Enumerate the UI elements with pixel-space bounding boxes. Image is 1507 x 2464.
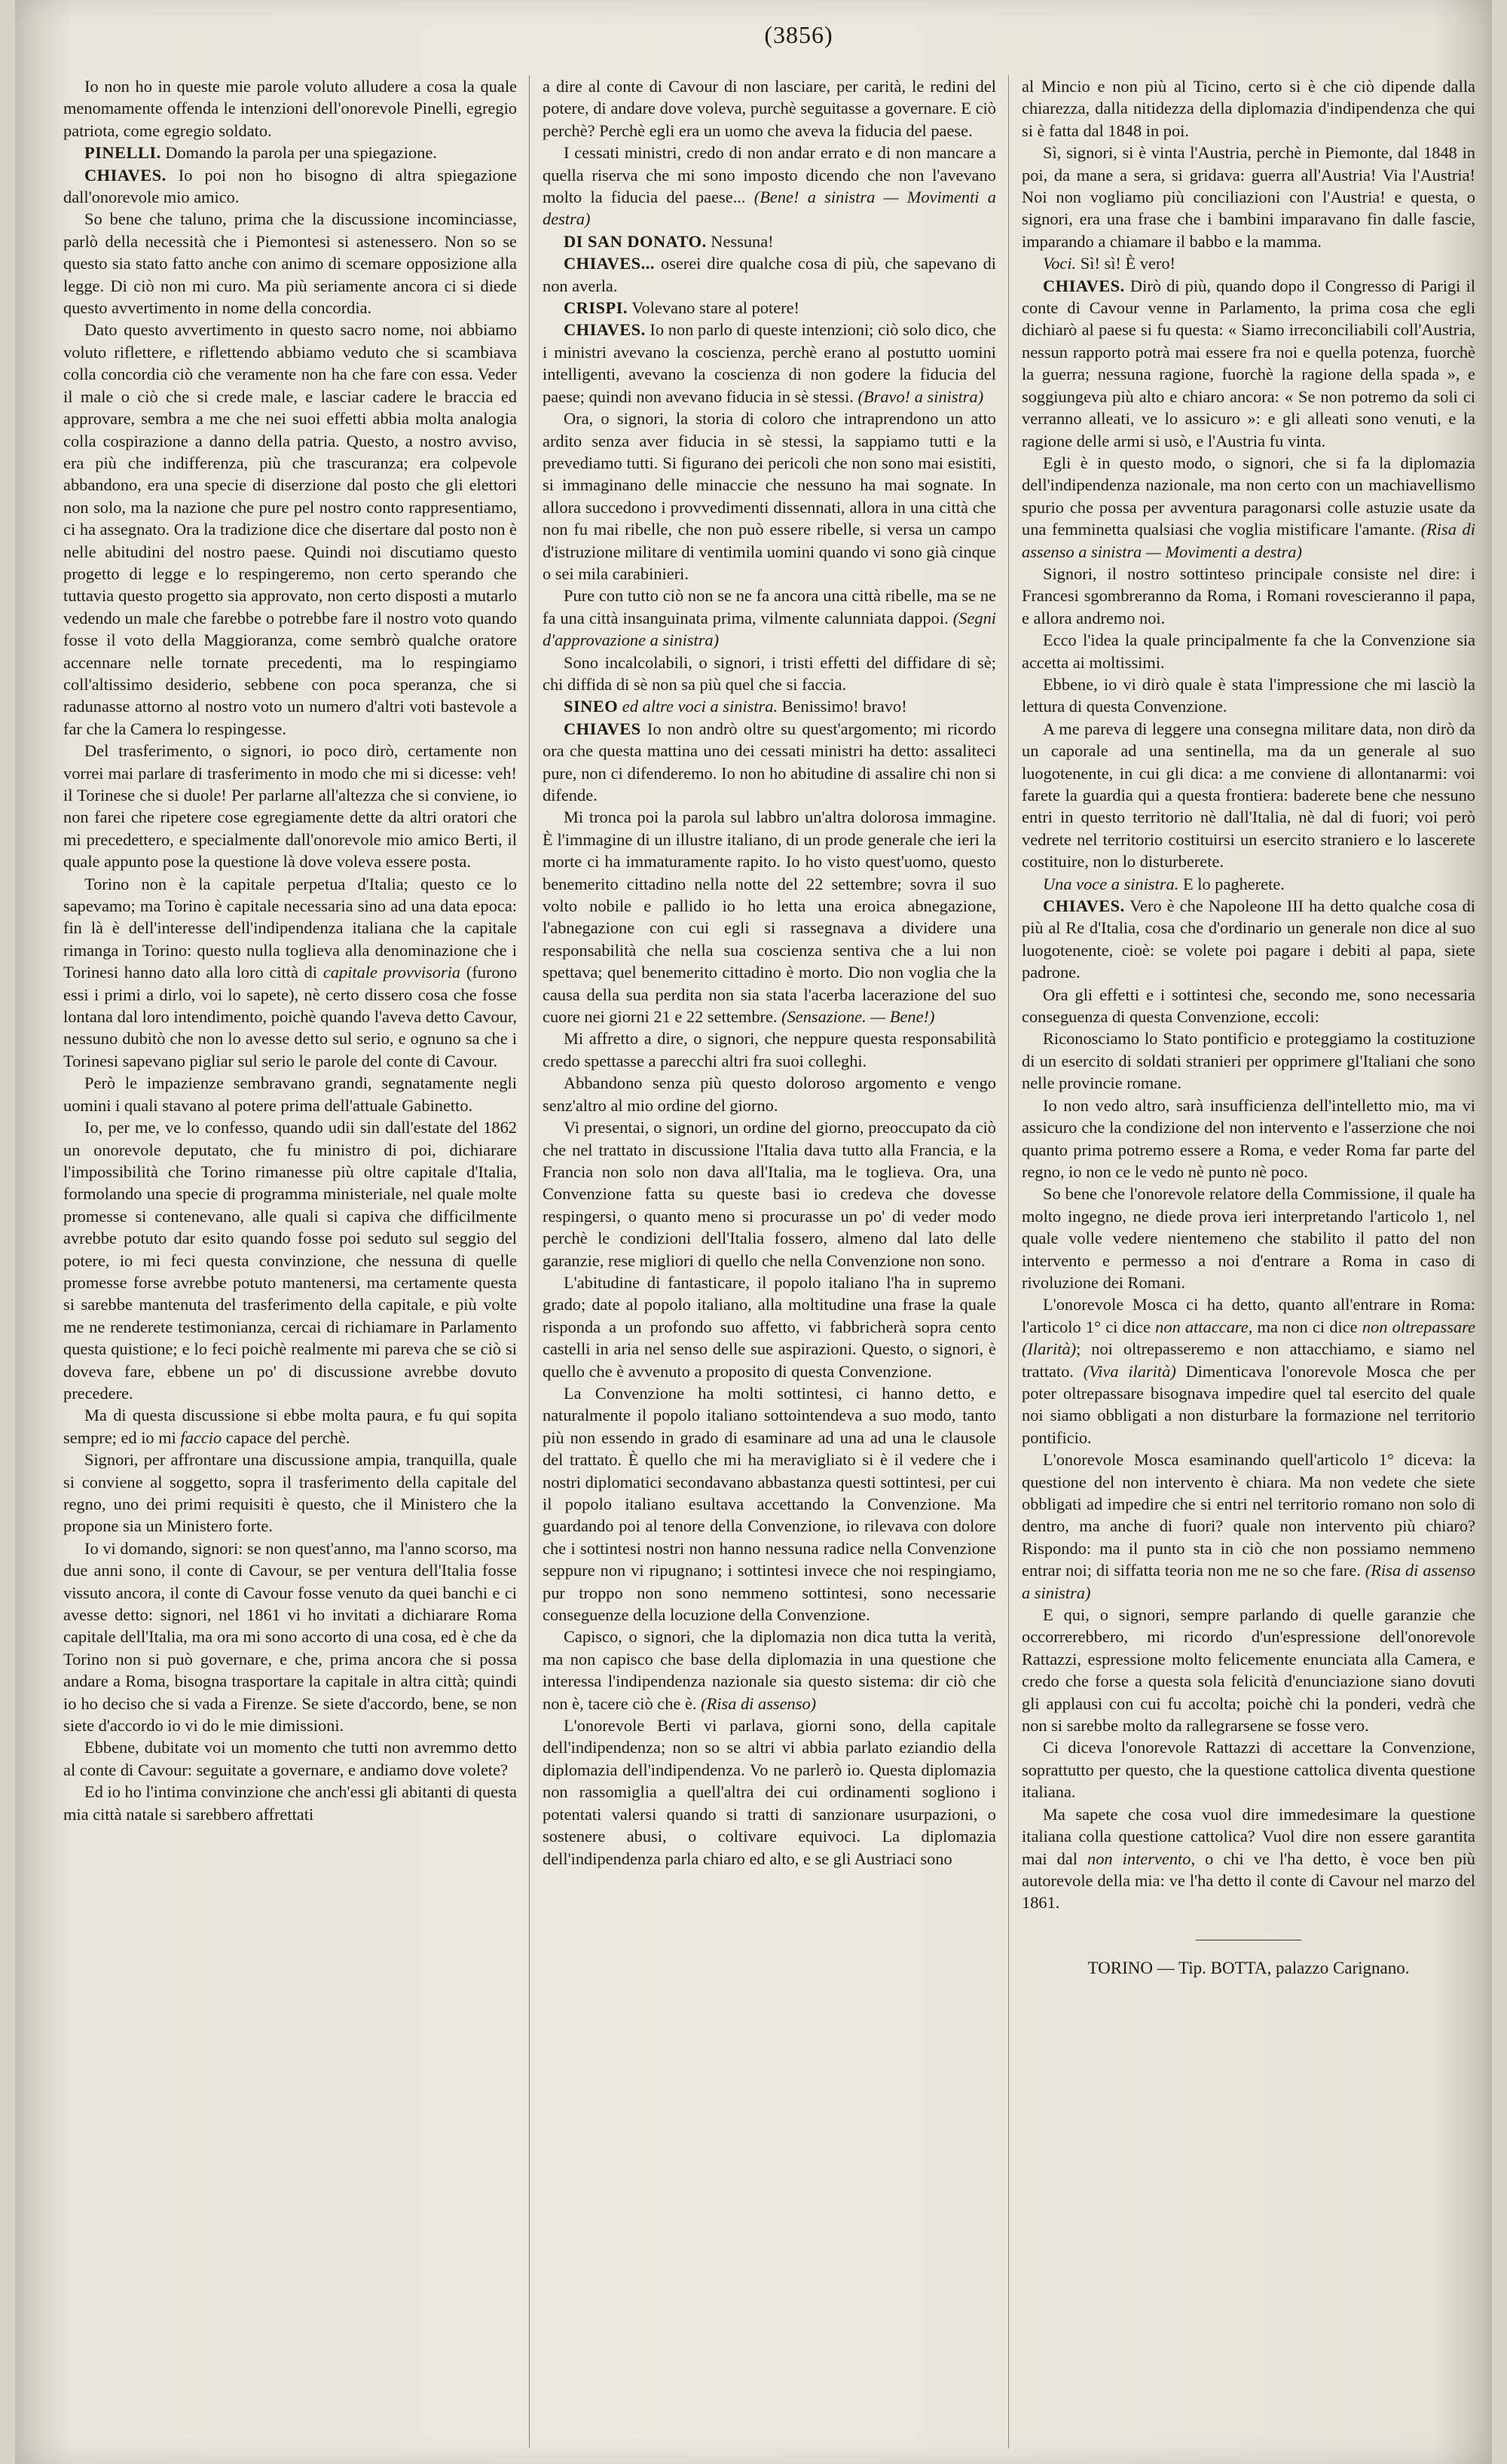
speech-line [1022,895,1475,984]
italic-run: (Bene! a sinistra — Movimenti a destra) [543,188,996,229]
paragraph: Io non ho in queste mie parole voluto alludere a cosa la quale menomamente offenda le intenzioni dell'onorevole Pinelli, egregio patriota, come egregio soldato. [63,77,517,140]
speech-text: E lo pagherete. [1182,874,1285,893]
text-run: capace del perchè. [225,1427,350,1447]
paragraph: al Mincio e non più al Ticino, certo si è che ciò dipende dalla chiarezza, dalla nitidezza della diplomazia d'indipendenza che qui si è fatta dal 1848 in poi. [1022,77,1475,140]
paragraph: Vi presentai, o signori, un ordine del giorno, preoccupato da ciò che nel trattato in discussione l'Italia dava tutto alla Francia, e la Francia non solo non dava all'Italia, ma le toglieva. Ora, una Convenzione fatta su queste basi io credeva che dovesse respingersi, o quanto meno si procurasse un po' di veder modo perchè le condizioni dell'Italia fossero, almeno dal lato delle garanzie, rese migliori di quello che nella Convenzione non sono. [543,1118,996,1270]
column-3 [1022,75,1475,2433]
text-run: Dimenticava l'onorevole Mosca che per poter oltrepassare bisognava impedire quel tal esercito del quale noi siamo obbligati a non disturbare la formazione nel territorio pontificio. [1022,1361,1475,1447]
speaker-name: CRISPI. [564,298,628,318]
italic-run: non attaccare [1155,1317,1249,1336]
speaker-name: DI SAN DONATO. [564,231,707,251]
paragraph: Signori, per affrontare una discussione ampia, tranquilla, quale si conviene al soggetto, sopra il trasferimento della capitale del regno, uno dei primi requisiti è questo, che il Ministero che la propone sia un Ministero forte. [63,1450,517,1536]
speaker-name: CHIAVES. [84,165,167,185]
paragraph: Mi affretto a dire, o signori, che neppure questa responsabilità credo spettasse a parecchi altri fra suoi colleghi. [543,1029,996,1070]
speech-text: Vero è che Napoleone III ha detto qualche cosa di più al Re d'Italia, cosa che d'ordinario un generale non dice al suo luogotenente, cioè: se volete poi pagare i debiti al papa, siete padrone. [1022,896,1475,982]
paragraph [543,1626,996,1714]
italic-run: Voci. [1043,254,1077,273]
paragraph [63,873,517,1073]
speech-text: Io poi non ho bisogno di altra spiegazione dall'onorevole mio amico. [63,165,517,207]
paragraph: a dire al conte di Cavour di non lasciare, per carità, le redini del potere, di andare dove voleva, purchè seguitasse a governare. E ciò perchè? Perchè egli era un uomo che aveva la fiducia del paese. [543,77,996,140]
italic-run: (Risa di assenso a sinistra — Movimenti a destra) [1022,520,1475,561]
paragraph [543,585,996,651]
column-divider [1008,75,1009,2448]
speech-line [1022,275,1475,452]
text-run: Ma sapete che cosa vuol dire immedesimare la questione italiana colla questione cattolica? Vuol dire non essere garantita mai dal [1022,1804,1475,1868]
paragraph: Del trasferimento, o signori, io poco dirò, certamente non vorrei mai parlare di trasferimento in modo che mi si dicesse: veh! il Torinese che si duole! Per parlarne all'altezza che si conviene, io non farei che ripetere cose egregiamente dette da altri oratori che mi precedettero, e specialmente dall'onorevole mio amico Berti, il quale appunto pose la questione là dove voleva essere posta. [63,741,517,872]
speech-text: Sì! sì! È vero! [1080,254,1175,273]
italic-run: ed altre voci a sinistra. [622,697,778,716]
italic-run: (Risa di assenso) [701,1693,817,1713]
paragraph: Ci diceva l'onorevole Rattazzi di accettare la Convenzione, soprattutto per questo, che la questione cattolica diventa questione italiana. [1022,1738,1475,1802]
speaker-name: CHIAVES. [1043,276,1125,295]
speaker-name: CHIAVES. [1043,896,1125,916]
paragraph [63,1404,517,1449]
text-columns [63,75,1475,2433]
italic-run: (Segni d'approvazione a sinistra) [543,608,996,650]
paragraph: So bene che l'onorevole relatore della Commissione, il quale ha molto ingegno, ne diede prova ieri interpretando l'articolo 1, nel quale volle vedere nientemeno che stabilito il patto del non intervento e permesso a noi d'entrare a Roma in caso di rivoluzione dei Romani. [1022,1184,1475,1292]
paragraph: Io vi domando, signori: se non quest'anno, ma l'anno scorso, ma due anni sono, il conte di Cavour, se per ventura dell'Italia fosse vissuto ancora, il conte di Cavour fosse venuto da quei banchi e ci avesse detto: signori, nel 1861 vi ho invitati a dichiarare Roma capitale dell'Italia, ma ora mi sono accorto di una cosa, ed è che da Torino non si può governare, e che, prima ancora che si possa andare a Roma, bisogna trasportare la capitale in altra città; quindi io ho deciso che si vada a Firenze. Se siete d'accordo, bene, se non siete d'accordo io vi do le mie dimissioni. [63,1538,517,1736]
text-run: I cessati ministri, credo di non andar errato e di non mancare a quella riserva che mi sono imposto dicendo che non l'avevano molto la fiducia del paese... [543,143,996,207]
text-run: , o chi ve l'ha detto, è voce ben più autorevole della mia: ve l'ha detto il conte di Cavour nel marzo del 1861. [1022,1849,1475,1913]
paragraph: Io non vedo altro, sarà insufficienza dell'intelletto mio, ma vi assicuro che la condizione del non intervento e l'asserzione che noi quanto prima potremo essere a Roma, e veder Roma far parte del regno, io non ce le vedo nè punto nè poco. [1022,1095,1475,1181]
speech-text: Io non andrò oltre su quest'argomento; mi ricordo ora che questa mattina uno dei cessati ministri ha detto: assaliteci pure, non ci difenderemo. Io non ho abitudine di assalire chi non si difende. [543,719,996,805]
text-run: Egli è in questo modo, o signori, che si fa la diplomazia dell'indipendenza nazionale, ma non certo con un machiavellismo spurio che possa per avventura paragonarsi colle astuzie usate da una femminetta qualsiasi che voglia mistificare l'amante. [1022,453,1475,539]
speaker-name: CHIAVES. [564,320,646,340]
italic-run: capitale provvisoria [322,963,461,982]
column-1 [63,75,517,2433]
paragraph [543,806,996,1027]
text-run: (furono essi i primi a dirlo, voi lo sapete), nè certo dissero cosa che fosse lontana dal loro intendimento, poichè quando l'aveva detto Cavour, nessuno dubitò che non lo avesse detto sul serio, e ognuno sa che i Torinesi sapevano pigliar sul serio le parole del conte di Cavour. [63,963,517,1070]
speech-text: Volevano stare al potere! [631,298,799,318]
paragraph [1022,1803,1475,1914]
speech-line [543,718,996,807]
paragraph: Ebbene, dubitate voi un momento che tutti non avremmo detto al conte di Cavour: seguitate a governare, e andiamo dove volete? [63,1738,517,1779]
paragraph: Dato questo avvertimento in questo sacro nome, noi abbiamo voluto riflettere, e riflettendo abbiamo veduto che si scambiava colla concordia ciò che veramente non ha che fare con essa. Veder il male o ciò che si crede male, e lasciar cadere le braccia ed approvare, sembra a me che nei suoi effetti abbia molta analogia colla cospirazione a danno della patria. Questo, a nostro avviso, era più che indifferenza, più che trascuranza; era colpevole abbandono, era una specie di diserzione dal posto che gli elettori non solo, ma la nazione che pure pel nostro conto rappresentiamo, ci ha assegnato. Ora la tradizione dice che disertare dal posto non è nelle abitudini del nostro paese. Quindi noi discutiamo questo progetto di legge e lo respingeremo, non certo sperando che tuttavia questo progetto sia approvato, non certo disposti a mutarlo vedendo un male che farebbe o potrebbe fare il nostro voto quando fosse il voto della Maggioranza, come sembrò qualche oratore accennare nelle tornate precedenti, ma lo respingiamo coll'altissimo desiderio, sebbene con poca speranza, che si radunasse attorno al nostro voto un numero d'altri voti bastevole a far che la Camera lo respingesse. [63,320,517,738]
text-run: Capisco, o signori, che la diplomazia non dica tutta la verità, ma non capisco che base della diplomazia in una questione che interessa l'indipendenza nazionale sia questo sistema: dir ciò che non è, tacere ciò che è. [543,1627,996,1713]
italic-run: non intervento [1087,1849,1191,1868]
paragraph [1022,1449,1475,1604]
paragraph: Ed io ho l'intima convinzione che anch'essi gli abitanti di questa mia città natale si sarebbero affrettati [63,1782,517,1824]
column-divider [529,75,530,2448]
paragraph: Abbandono senza più questo doloroso argomento e vengo senz'altro al mio ordine del giorno. [543,1073,996,1115]
paragraph: Però le impazienze sembravano grandi, segnatamente negli uomini i quali stavano al potere prima dell'attuale Gabinetto. [63,1073,517,1115]
paragraph: Signori, il nostro sottinteso principale consiste nel dire: i Francesi sgombreranno da Roma, i Romani rovescieranno il papa, e allora andremo noi. [1022,563,1475,627]
speech-text: Benissimo! bravo! [781,697,907,716]
paragraph: L'abitudine di fantasticare, il popolo italiano l'ha in supremo grado; date al popolo italiano, alla moltitudine una frase la quale risponda a un profondo suo affetto, vi fabbricherà sopra cento castelli in aria nel senso delle sue aspirazioni. Questo, o signori, è quello che è avvenuto a proposito di questa Convenzione. [543,1272,996,1381]
speech-line [543,252,996,297]
paragraph: Riconosciamo lo Stato pontificio e proteggiamo la costituzione di un esercito di soldati stranieri per opprimere gl'Italiani che sono nelle provincie romane. [1022,1029,1475,1093]
paragraph: E qui, o signori, sempre parlando di quelle garanzie che occorrerebbero, mi ricordo d'un'espressione dell'onorevole Rattazzi, espressione molto felicemente enunciata alla Camera, e credo che forse a questa sola felicità d'enunciazione siano dovuti gli applausi con cui fu accolta; poichè chi la ponderi, vedrà che non si sarebbe molto da rallegrarsene se fosse vero. [1022,1605,1475,1736]
paragraph: La Convenzione ha molti sottintesi, ci hanno detto, e naturalmente il popolo italiano sottointendeva a suo modo, tanto più non essendo in grado di esaminare ad una ad una le clausole del trattato. È quello che mi ha meravigliato si è il vedere che i nostri diplomatici secondavano abbastanza questi sottintesi, per cui il popolo italiano esultava accettando la Convenzione. Ma guardando poi al tenore della Convenzione, io rilevava con dolore che i sottintesi nostri non hanno nessuna radice nella Convenzione seppure non vi ripugnano; i sottintesi invece che noi respingiamo, pur troppo non sono nemmeno sottintesi, sono necessarie conseguenze della locuzione della Convenzione. [543,1383,996,1625]
text-run: Pure con tutto ciò non se ne fa ancora una città ribelle, ma se ne fa una città insanguinata prima, vilmente calunniata dappoi. [543,586,996,627]
speech-line [63,142,517,163]
italic-run: faccio [180,1427,222,1447]
speech-line [1022,873,1475,895]
newspaper-page [15,0,1492,2464]
speech-line [543,297,996,319]
paragraph: So bene che taluno, prima che la discussione incominciasse, parlò della necessità che i Piemontesi si astenessero. Non so se questo sia stato fatto anche con animo di scemare opposizione alla legge. Di ciò non mi curo. Ma più seriamente ancora ci si diede questo avvertimento in nome della concordia. [63,209,517,318]
text-run: ; noi oltrepasseremo e non attacchiamo, e siamo nel trattato. [1022,1339,1475,1381]
speaker-name: SINEO [564,697,619,716]
paragraph: Ecco l'idea la quale principalmente fa che la Convenzione sia accetta ai moltissimi. [1022,631,1475,672]
speech-line [543,319,996,408]
paragraph: Ora gli effetti e i sottintesi che, secondo me, sono necessaria conseguenza di questa Convenzione, eccoli: [1022,985,1475,1027]
italic-run: (Viva ilarità) [1083,1361,1176,1381]
text-run: Torino non è la capitale perpetua d'Italia; questo ce lo sapevamo; ma Torino è capitale necessaria sino ad una data epoca: fin là è dell'interesse dell'indipendenza italiana che la capitale rimanga in Torino: questo nulla toglieva alla denominazione che i Torinesi hanno dato alla loro città di [63,874,517,982]
paragraph: Sì, signori, si è vinta l'Austria, perchè in Piemonte, dal 1848 in poi, da mane a sera, si gridava: guerra all'Austria! Via l'Austria! Noi non vogliamo più conciliazioni con l'Austria! e questa, o signori, era una frase che i bambini imparavano fin dalle fascie, imparando a chiamare il babbo e la mamma. [1022,143,1475,251]
speech-line [63,164,517,209]
paragraph: Ebbene, io vi dirò quale è stata l'impressione che mi lasciò la lettura di questa Convenzione. [1022,674,1475,716]
paragraph: Sono incalcolabili, o signori, i tristi effetti del diffidare di sè; chi diffida di sè non sa più quel che si faccia. [543,652,996,694]
text-run: Mi tronca poi la parola sul labbro un'altra dolorosa immagine. È l'immagine di un illustre italiano, di un prode generale che ieri la morte ci ha immaturamente rapito. Io ho visto quest'uomo, questo benemerito cittadino nella notte del 22 settembre; sovra il suo volto nobile e pallido io ho letta una eroica abnegazione, l'abnegazione con cui egli si rassegnava a dividere una responsabilità che nella sua coscienza sentiva che a lui non spettava; quel benemerito cittadino è morto. Dio non voglia che la causa della sua perdita non sia stata l'acerba lacerazione del suo cuore nei giorni 21 e 22 settembre. [543,808,996,1027]
italic-run: (Sensazione. — Bene!) [781,1007,935,1027]
speaker-name: CHIAVES... [564,254,655,273]
printer-imprint: TORINO — Tip. BOTTA, palazzo Carignano. [1087,1958,1410,1977]
text-run: Ma di questa discussione si ebbe molta paura, e fu qui sopita sempre; ed io mi [63,1406,517,1447]
paragraph: Ora, o signori, la storia di coloro che intraprendono un atto ardito senza aver fiducia in sè stessi, la sappiamo tutti e la prevediamo tutti. Si figurano dei pericoli che non sono mai esistiti, si immaginano delle minaccie che nessuno ha mai sognate. In allora succedono i provvedimenti dissennati, allora in una città che non fu mai ribelle, che non può essere ribelle, si versa un campo d'istruzione militare di ventimila uomini quando vi sono già cinque o sei mila carabinieri. [543,409,996,583]
speech-text: oserei dire qualche cosa di più, che sapevano di non averla. [543,254,996,295]
italic-run: non oltrepassare (Ilarità) [1022,1317,1475,1359]
speaker-name: PINELLI. [84,143,161,163]
paragraph: A me pareva di leggere una consegna militare data, non dirò da un caporale ad una sentinella, ma da un generale al suo luogotenente, in cui gli dica: a me conviene di allontanarmi: voi farete la guardia qui a questa frontiera: baderete bene che nessuno entri in questo territorio nè dall'Italia, nè dal di fuori; voi però vedrete nel territorio costituirsi un esercito straniero e lo lascerete costituire, non lo disturberete. [1022,719,1475,872]
text-run: , ma non ci dice [1248,1317,1358,1336]
italic-run: Una voce a sinistra. [1043,874,1179,893]
italic-run: (Bravo! a sinistra) [857,386,984,406]
italic-run: (Risa di assenso a sinistra) [1022,1561,1475,1602]
speech-line [1022,252,1475,274]
paragraph [1022,1293,1475,1449]
speech-text: Nessuna! [711,231,774,251]
page-number: (3856) [764,21,833,48]
speech-text: Dirò di più, quando dopo il Congresso di Parigi il conte di Cavour venne in Parlamento, la prima cosa che egli dichiarò al paese si fu questa: « Siamo irreconciliabili coll'Austria, nessun rapporto potrà mai essere fra noi e quella potenza, fuorchè la guerra; nessuna ragione, fuorchè la ragione della spada », e soggiungeva più alto e chiaro ancora: « Se non potremo da soli ci verranno alleati, ve lo assicuro »: e gli alleati sono venuti, e la ragione delle armi si usò, e l'Austria fu vinta. [1022,276,1475,450]
speech-line [543,695,996,717]
speech-text: Domando la parola per una spiegazione. [165,143,437,163]
paragraph: Io, per me, ve lo confesso, quando udii sin dall'estate del 1862 un onorevole deputato, che fu ministro di poi, dichiarare l'impossibilità che Torino rimanesse più oltre capitale d'Italia, formolando una specie di programma ministeriale, nel quale molte promesse si contenevano, alle quali si capiva che difficilmente avrebbe potuto dar esito quando fosse poi seduto sul seggio del potere, io mi feci questa convinzione, che nessuna di quelle promesse forse avrebbe potuto mantenersi, ma certamente questa si sarebbe mantenuta del trasferimento della capitale, e più volte me ne renderete testimonianza, cercai di richiamare in Parlamento questa quistione; e lo feci poichè realmente mi pareva che se ciò si doveva fare, ebbene un po' di discussione avrebbe dovuto precedere. [63,1118,517,1403]
speech-line [543,231,996,252]
paragraph [543,142,996,231]
paragraph [1022,452,1475,563]
paragraph: L'onorevole Berti vi parlava, giorni sono, della capitale dell'indipendenza; non so se altri vi abbia parlato eziandio della diplomazia dell'indipendenza. Vo ne parlerò io. Questa diplomazia non rassomiglia a quell'altra dei cui ordinamenti sogliono i potentati valersi quando si tratti di sanzionare usurpazioni, o sostenere abusi, o coltivare equivoci. La diplomazia dell'indipendenza parla chiaro ed alto, e se gli Austriaci sono [543,1716,996,1868]
column-2 [543,75,996,2433]
speaker-name: CHIAVES [564,719,641,738]
text-run: L'onorevole Mosca ci ha detto, quanto all'entrare in Roma: l'articolo 1° ci dice [1022,1295,1475,1336]
text-run: L'onorevole Mosca esaminando quell'articolo 1° diceva: la questione del non intervento è chiara. Ma non vedete che siete obbligati ad impedire che si entri nel territorio romano non solo di dentro, ma anche di fuori? quale non intervento più chiaro? Rispondo: ma il punto sta in ciò che non possiamo nemmeno entrar noi; di siffatta teoria non me ne so che fare. [1022,1450,1475,1580]
speech-text: Io non parlo di queste intenzioni; ciò solo dico, che i ministri avevano la coscienza, perchè erano al postutto uomini intelligenti, avevano la coscienza di non godere la fiducia del paese; quindi non avevano fiducia in sè stessi. [543,320,996,406]
